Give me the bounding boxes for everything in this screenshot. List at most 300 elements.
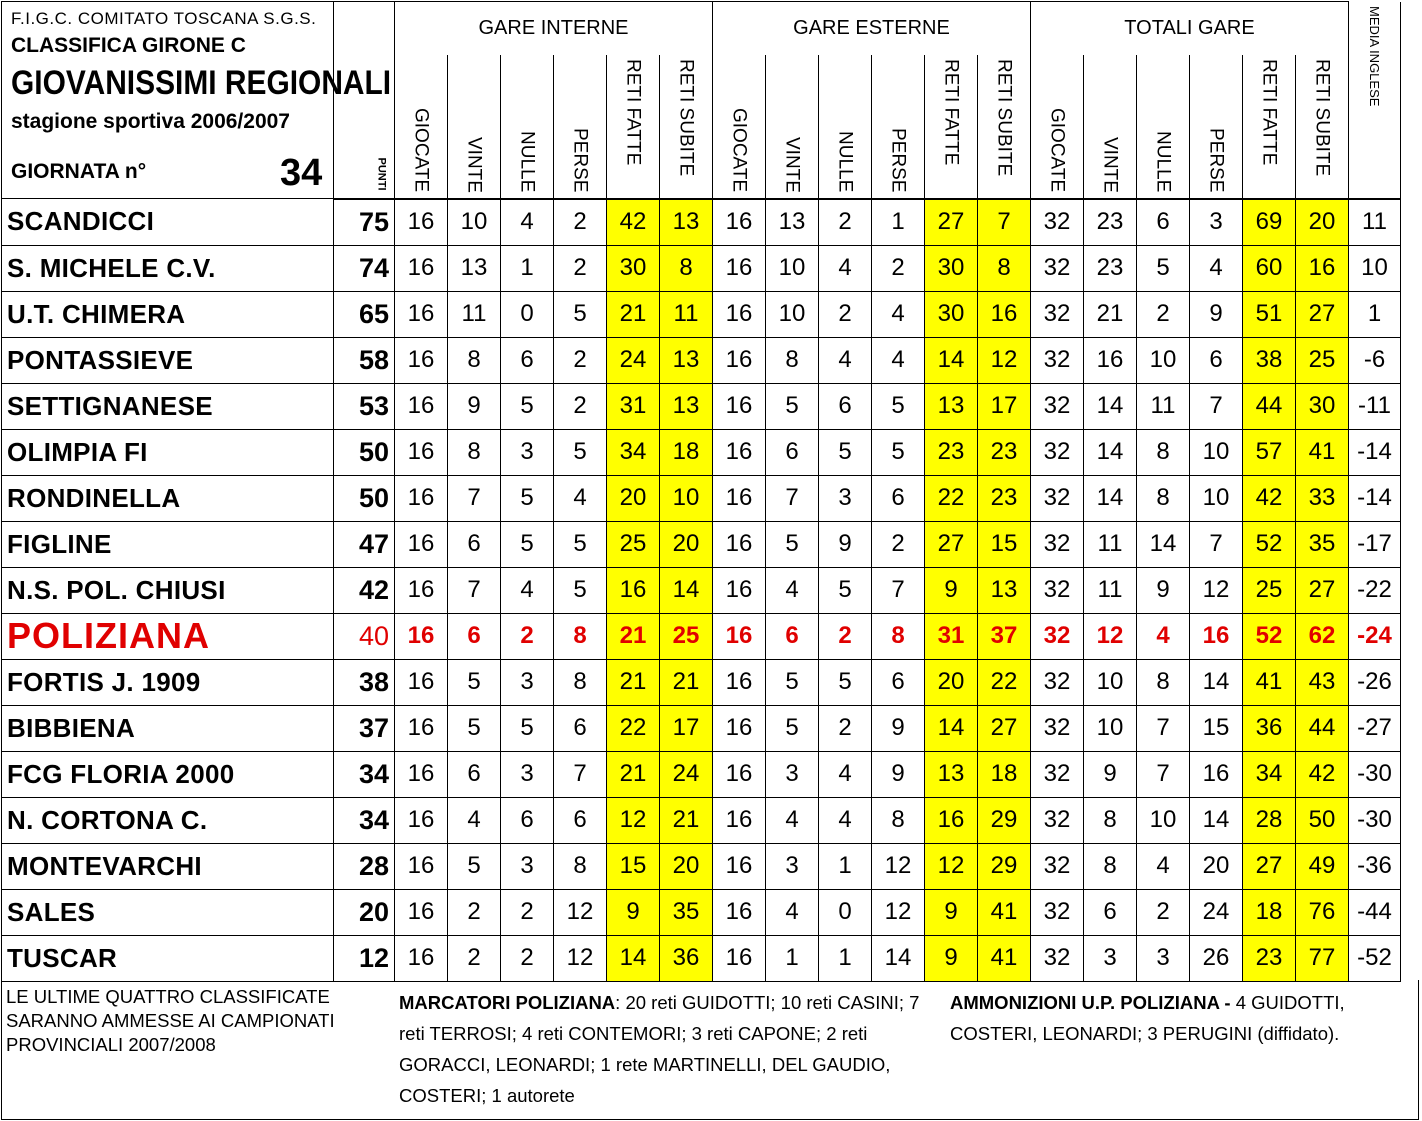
stat-cell: 5: [766, 383, 819, 429]
stat-cell: 16: [713, 797, 766, 843]
stat-cell: 6: [1137, 199, 1190, 246]
stat-cell: 8: [872, 797, 925, 843]
table-row: [2, 475, 1401, 521]
stat-cell: 16: [1190, 751, 1243, 797]
stat-cell: 12: [925, 843, 978, 889]
stat-cell: 10: [1137, 337, 1190, 383]
stat-cell: 10: [660, 475, 713, 521]
subheader-label: NULLE: [1152, 131, 1174, 193]
stat-cell: 3: [501, 659, 554, 705]
stat-cell: 28: [1243, 797, 1296, 843]
stat-cell: 16: [395, 659, 448, 705]
stat-cell: 6: [1084, 889, 1137, 935]
stat-cell: 0: [819, 889, 872, 935]
stat-cell: 10: [1084, 705, 1137, 751]
media-inglese-cell: -14: [1349, 475, 1401, 521]
stat-cell: 27: [978, 705, 1031, 751]
stat-cell: 11: [660, 291, 713, 337]
subheader-reti-fatte: [1243, 55, 1296, 198]
stat-cell: 29: [978, 797, 1031, 843]
standings-table: [1, 1, 1401, 982]
stat-cell: 9: [872, 751, 925, 797]
stat-cell: 7: [1190, 521, 1243, 567]
subheader-vinte: [766, 55, 819, 198]
stat-cell: 3: [766, 751, 819, 797]
table-row: [2, 613, 1401, 659]
table-row: [2, 751, 1401, 797]
stat-cell: 16: [395, 889, 448, 935]
media-inglese-cell: -22: [1349, 567, 1401, 613]
stat-cell: 9: [1137, 567, 1190, 613]
team-name: SALES: [2, 889, 334, 935]
table-row: [2, 199, 1401, 246]
stat-cell: 7: [448, 475, 501, 521]
stat-cell: 7: [978, 199, 1031, 246]
stat-cell: 8: [660, 245, 713, 291]
stat-cell: 16: [713, 199, 766, 246]
stat-cell: 77: [1296, 935, 1349, 981]
stat-cell: 76: [1296, 889, 1349, 935]
cautions-note: [950, 987, 1418, 1049]
stat-cell: 13: [660, 337, 713, 383]
stat-cell: 42: [607, 199, 660, 246]
stat-cell: 49: [1296, 843, 1349, 889]
media-inglese-cell: -14: [1349, 429, 1401, 475]
subheader-giocate: [713, 55, 766, 198]
stat-cell: 12: [554, 889, 607, 935]
team-name: SETTIGNANESE: [2, 383, 334, 429]
stat-cell: 7: [448, 567, 501, 613]
stat-cell: 44: [1243, 383, 1296, 429]
stat-cell: 6: [448, 613, 501, 659]
stat-cell: 4: [766, 567, 819, 613]
stat-cell: 20: [1296, 199, 1349, 246]
team-points: 47: [334, 521, 395, 567]
stat-cell: 32: [1031, 705, 1084, 751]
stat-cell: 16: [395, 245, 448, 291]
subheader-reti-fatte: [607, 55, 660, 198]
stat-cell: 18: [660, 429, 713, 475]
stat-cell: 32: [1031, 199, 1084, 246]
team-name: OLIMPIA FI: [2, 429, 334, 475]
stat-cell: 1: [872, 199, 925, 246]
stat-cell: 6: [501, 797, 554, 843]
group-header-away: GARE ESTERNE: [713, 2, 1031, 56]
stat-cell: 21: [607, 659, 660, 705]
stat-cell: 32: [1031, 337, 1084, 383]
stat-cell: 17: [660, 705, 713, 751]
subheader-label: RETI FATTE: [622, 59, 644, 166]
stat-cell: 30: [1296, 383, 1349, 429]
stat-cell: 31: [607, 383, 660, 429]
stat-cell: 2: [872, 521, 925, 567]
stat-cell: 35: [1296, 521, 1349, 567]
stat-cell: 16: [713, 429, 766, 475]
subheader-giocate: [1031, 55, 1084, 198]
stat-cell: 6: [1190, 337, 1243, 383]
stat-cell: 2: [501, 889, 554, 935]
stat-cell: 13: [660, 199, 713, 246]
stat-cell: 27: [925, 521, 978, 567]
stat-cell: 32: [1031, 429, 1084, 475]
stat-cell: 4: [448, 797, 501, 843]
stat-cell: 7: [1137, 751, 1190, 797]
table-row: [2, 521, 1401, 567]
stat-cell: 16: [395, 337, 448, 383]
stat-cell: 9: [925, 935, 978, 981]
team-name: FIGLINE: [2, 521, 334, 567]
stat-cell: 1: [766, 935, 819, 981]
stat-cell: 9: [1190, 291, 1243, 337]
stat-cell: 16: [395, 705, 448, 751]
stat-cell: 24: [607, 337, 660, 383]
scorers-text: : 20 reti GUIDOTTI; 10 reti CASINI; 7 reti TERROSI; 4 reti CONTEMORI; 3 reti CAPONE; 2 reti GORACCI, LEONARDI; 1 rete MARTINELLI, DEL GAUDIO, COSTERI; 1 autorete: [399, 992, 920, 1106]
stat-cell: 2: [554, 337, 607, 383]
team-points: 37: [334, 705, 395, 751]
stat-cell: 16: [395, 291, 448, 337]
stat-cell: 13: [766, 199, 819, 246]
stat-cell: 4: [1137, 613, 1190, 659]
stat-cell: 2: [501, 935, 554, 981]
stat-cell: 13: [925, 383, 978, 429]
stat-cell: 32: [1031, 797, 1084, 843]
subheader-label: RETI SUBITE: [675, 59, 697, 177]
team-points: 53: [334, 383, 395, 429]
stat-cell: 11: [1084, 567, 1137, 613]
stat-cell: 8: [1137, 475, 1190, 521]
stat-cell: 14: [1084, 383, 1137, 429]
subheader-label: RETI FATTE: [940, 59, 962, 166]
stat-cell: 12: [1190, 567, 1243, 613]
stat-cell: 2: [819, 199, 872, 246]
stat-cell: 17: [978, 383, 1031, 429]
stat-cell: 5: [872, 383, 925, 429]
stat-cell: 6: [766, 613, 819, 659]
stat-cell: 6: [872, 659, 925, 705]
stat-cell: 15: [1190, 705, 1243, 751]
org-name: F.I.G.C. COMITATO TOSCANA S.G.S.: [11, 9, 317, 28]
stat-cell: 20: [607, 475, 660, 521]
team-points: 40: [334, 613, 395, 659]
media-inglese-cell: -27: [1349, 705, 1401, 751]
stat-cell: 16: [395, 199, 448, 246]
subheader-reti-fatte: [925, 55, 978, 198]
stat-cell: 2: [554, 199, 607, 246]
stat-cell: 5: [554, 567, 607, 613]
media-inglese-cell: 1: [1349, 291, 1401, 337]
stat-cell: 8: [1137, 429, 1190, 475]
subheader-label: PERSE: [887, 128, 909, 193]
subheader-reti-subite: [1296, 55, 1349, 198]
stat-cell: 24: [1190, 889, 1243, 935]
team-name: S. MICHELE C.V.: [2, 245, 334, 291]
stat-cell: 8: [766, 337, 819, 383]
stat-cell: 21: [1084, 291, 1137, 337]
stat-cell: 14: [1084, 475, 1137, 521]
subheader-label: VINTE: [463, 136, 485, 193]
stat-cell: 16: [395, 521, 448, 567]
stat-cell: 16: [713, 613, 766, 659]
stat-cell: 12: [607, 797, 660, 843]
media-inglese-cell: -26: [1349, 659, 1401, 705]
stat-cell: 2: [448, 889, 501, 935]
stat-cell: 12: [872, 889, 925, 935]
stat-cell: 42: [1243, 475, 1296, 521]
stat-cell: 3: [766, 843, 819, 889]
stat-cell: 16: [395, 567, 448, 613]
stat-cell: 16: [713, 889, 766, 935]
stat-cell: 33: [1296, 475, 1349, 521]
stat-cell: 23: [1084, 199, 1137, 246]
stat-cell: 22: [978, 659, 1031, 705]
stat-cell: 2: [819, 705, 872, 751]
subheader-label: GIOCATE: [410, 108, 432, 193]
stat-cell: 23: [978, 429, 1031, 475]
media-inglese-cell: 11: [1349, 199, 1401, 246]
stat-cell: 13: [925, 751, 978, 797]
stat-cell: 44: [1296, 705, 1349, 751]
stat-cell: 16: [713, 705, 766, 751]
stat-cell: 27: [1296, 291, 1349, 337]
group-title: CLASSIFICA GIRONE C: [11, 34, 246, 57]
stat-cell: 16: [395, 843, 448, 889]
stat-cell: 12: [554, 935, 607, 981]
stat-cell: 16: [395, 797, 448, 843]
team-points: 34: [334, 797, 395, 843]
matchday-label: GIORNATA n°: [11, 160, 147, 183]
stat-cell: 2: [819, 291, 872, 337]
stat-cell: 21: [607, 751, 660, 797]
stat-cell: 6: [501, 337, 554, 383]
team-name: U.T. CHIMERA: [2, 291, 334, 337]
stat-cell: 62: [1296, 613, 1349, 659]
stat-cell: 16: [713, 383, 766, 429]
stat-cell: 23: [978, 475, 1031, 521]
stat-cell: 37: [978, 613, 1031, 659]
stat-cell: 14: [607, 935, 660, 981]
stat-cell: 52: [1243, 521, 1296, 567]
stat-cell: 4: [501, 567, 554, 613]
stat-cell: 20: [660, 843, 713, 889]
stat-cell: 9: [1084, 751, 1137, 797]
stat-cell: 5: [819, 659, 872, 705]
stat-cell: 4: [1137, 843, 1190, 889]
table-row: [2, 567, 1401, 613]
media-inglese-header: [1349, 2, 1401, 199]
scorers-title: MARCATORI POLIZIANA: [399, 992, 616, 1013]
matchday-number: 34: [280, 152, 323, 194]
stat-cell: 10: [1190, 475, 1243, 521]
stat-cell: 21: [660, 797, 713, 843]
stat-cell: 23: [925, 429, 978, 475]
stat-cell: 6: [448, 751, 501, 797]
stat-cell: 30: [925, 245, 978, 291]
table-row: [2, 383, 1401, 429]
season-label: stagione sportiva 2006/2007: [11, 110, 290, 133]
media-inglese-label: MEDIA INGLESE: [1367, 5, 1382, 106]
stat-cell: 7: [766, 475, 819, 521]
stat-cell: 5: [554, 291, 607, 337]
stat-cell: 6: [554, 705, 607, 751]
stat-cell: 6: [872, 475, 925, 521]
stat-cell: 7: [1137, 705, 1190, 751]
points-header: [334, 2, 395, 199]
media-inglese-cell: -44: [1349, 889, 1401, 935]
team-points: 28: [334, 843, 395, 889]
stat-cell: 32: [1031, 521, 1084, 567]
stat-cell: 11: [1084, 521, 1137, 567]
stat-cell: 5: [501, 705, 554, 751]
cautions-text: 4 GUIDOTTI, COSTERI, LEONARDI; 3 PERUGINI (diffidato).: [950, 992, 1345, 1044]
stat-cell: 2: [554, 245, 607, 291]
subheader-label: GIOCATE: [728, 108, 750, 193]
stat-cell: 2: [1137, 889, 1190, 935]
stat-cell: 16: [607, 567, 660, 613]
stat-cell: 5: [1137, 245, 1190, 291]
stat-cell: 5: [766, 659, 819, 705]
stat-cell: 12: [872, 843, 925, 889]
stat-cell: 2: [448, 935, 501, 981]
stat-cell: 14: [1190, 659, 1243, 705]
stat-cell: 2: [501, 613, 554, 659]
stat-cell: 2: [554, 383, 607, 429]
stat-cell: 4: [1190, 245, 1243, 291]
subheader-vinte: [1084, 55, 1137, 198]
stat-cell: 6: [766, 429, 819, 475]
stat-cell: 2: [1137, 291, 1190, 337]
stat-cell: 20: [1190, 843, 1243, 889]
subheader-label: VINTE: [1099, 136, 1121, 193]
team-name: BIBBIENA: [2, 705, 334, 751]
stat-cell: 7: [872, 567, 925, 613]
table-row: [2, 245, 1401, 291]
subheader-perse: [872, 55, 925, 198]
subheader-perse: [1190, 55, 1243, 198]
stat-cell: 32: [1031, 751, 1084, 797]
stat-cell: 21: [607, 613, 660, 659]
stat-cell: 41: [978, 935, 1031, 981]
stat-cell: 16: [713, 475, 766, 521]
stat-cell: 26: [1190, 935, 1243, 981]
stat-cell: 16: [713, 935, 766, 981]
stat-cell: 30: [607, 245, 660, 291]
stat-cell: 10: [1084, 659, 1137, 705]
stat-cell: 9: [925, 889, 978, 935]
stat-cell: 16: [925, 797, 978, 843]
relegation-note: LE ULTIME QUATTRO CLASSIFICATE SARANNO AMMESSE AI CAMPIONATI PROVINCIALI 2007/2008: [6, 986, 335, 1055]
stat-cell: 32: [1031, 935, 1084, 981]
stat-cell: 23: [1084, 245, 1137, 291]
stat-cell: 32: [1031, 475, 1084, 521]
group-header-total: TOTALI GARE: [1031, 2, 1349, 56]
subheader-nulle: [1137, 55, 1190, 198]
stat-cell: 3: [501, 843, 554, 889]
stat-cell: 5: [819, 429, 872, 475]
table-row: [2, 843, 1401, 889]
stat-cell: 4: [819, 245, 872, 291]
table-row: [2, 337, 1401, 383]
group-header-home: GARE INTERNE: [395, 2, 713, 56]
stat-cell: 5: [819, 567, 872, 613]
stat-cell: 5: [554, 429, 607, 475]
stat-cell: 8: [554, 659, 607, 705]
stat-cell: 8: [872, 613, 925, 659]
stat-cell: 16: [713, 245, 766, 291]
stat-cell: 27: [1243, 843, 1296, 889]
stat-cell: 34: [1243, 751, 1296, 797]
stat-cell: 52: [1243, 613, 1296, 659]
media-inglese-cell: -30: [1349, 751, 1401, 797]
stat-cell: 16: [395, 935, 448, 981]
subheader-perse: [554, 55, 607, 198]
stat-cell: 10: [1137, 797, 1190, 843]
stat-cell: 16: [395, 613, 448, 659]
stat-cell: 22: [607, 705, 660, 751]
stat-cell: 50: [1296, 797, 1349, 843]
stat-cell: 43: [1296, 659, 1349, 705]
team-points: 75: [334, 199, 395, 246]
stat-cell: 14: [1137, 521, 1190, 567]
team-name: N. CORTONA C.: [2, 797, 334, 843]
team-name: SCANDICCI: [2, 199, 334, 246]
stat-cell: 34: [607, 429, 660, 475]
media-inglese-cell: -17: [1349, 521, 1401, 567]
stat-cell: 4: [819, 751, 872, 797]
stat-cell: 14: [925, 337, 978, 383]
stat-cell: 5: [554, 521, 607, 567]
stat-cell: 10: [766, 291, 819, 337]
table-row: [2, 429, 1401, 475]
stat-cell: 32: [1031, 291, 1084, 337]
stat-cell: 13: [978, 567, 1031, 613]
stat-cell: 4: [872, 337, 925, 383]
stat-cell: 5: [501, 475, 554, 521]
team-name: N.S. POL. CHIUSI: [2, 567, 334, 613]
stat-cell: 8: [1084, 843, 1137, 889]
subheader-giocate: [395, 55, 448, 198]
stat-cell: 16: [713, 337, 766, 383]
team-points: 34: [334, 751, 395, 797]
team-name: MONTEVARCHI: [2, 843, 334, 889]
stat-cell: 38: [1243, 337, 1296, 383]
stat-cell: 16: [395, 475, 448, 521]
stat-cell: 4: [501, 199, 554, 246]
stat-cell: 2: [819, 613, 872, 659]
table-row: [2, 705, 1401, 751]
stat-cell: 16: [713, 659, 766, 705]
stat-cell: 5: [872, 429, 925, 475]
stat-cell: 11: [448, 291, 501, 337]
subheader-vinte: [448, 55, 501, 198]
stat-cell: 8: [448, 337, 501, 383]
stat-cell: 16: [1296, 245, 1349, 291]
stat-cell: 16: [395, 383, 448, 429]
stat-cell: 15: [978, 521, 1031, 567]
stat-cell: 20: [925, 659, 978, 705]
stat-cell: 9: [448, 383, 501, 429]
stat-cell: 16: [713, 521, 766, 567]
stat-cell: 18: [978, 751, 1031, 797]
stat-cell: 7: [554, 751, 607, 797]
stat-cell: 41: [1296, 429, 1349, 475]
stat-cell: 15: [607, 843, 660, 889]
stat-cell: 6: [448, 521, 501, 567]
stat-cell: 10: [1190, 429, 1243, 475]
stat-cell: 16: [713, 751, 766, 797]
subheader-label: RETI FATTE: [1258, 59, 1280, 166]
stat-cell: 4: [766, 889, 819, 935]
stat-cell: 36: [1243, 705, 1296, 751]
